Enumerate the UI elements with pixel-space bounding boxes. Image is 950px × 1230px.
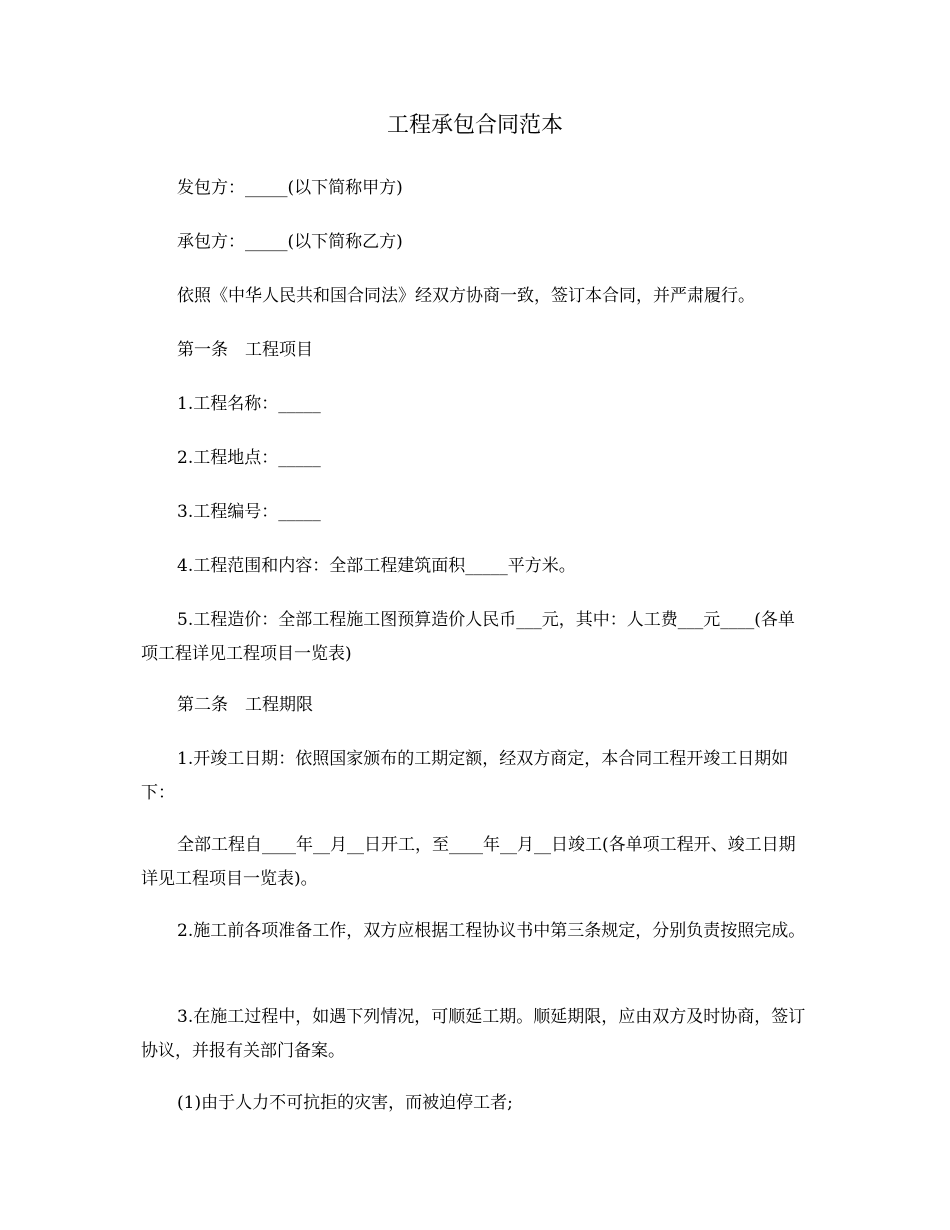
- paragraph-preparation: 2.施工前各项准备工作，双方应根据工程协议书中第三条规定，分别负责按照完成。: [177, 921, 806, 941]
- paragraph-project-number: 3.工程编号：_____: [177, 502, 321, 522]
- paragraph-force-majeure: (1)由于人力不可抗拒的灾害，而被迫停工者;: [177, 1093, 513, 1113]
- paragraph-project-name: 1.工程名称：_____: [177, 394, 321, 414]
- paragraph-extension: 3.在施工过程中，如遇下列情况，可顺延工期。顺延期限，应由双方及时协商，签订协议，并报有关部门备案。: [141, 1007, 806, 1061]
- paragraph-project-location: 2.工程地点：_____: [177, 448, 321, 468]
- paragraph-contractor: 发包方：_____(以下简称甲方): [177, 178, 403, 198]
- document-title: 工程承包合同范本: [386, 113, 563, 138]
- paragraph-schedule: 全部工程自____年__月__日开工，至____年__月__日竣工(各单项工程开、竣工日期详见工程项目一览表)。: [141, 835, 796, 889]
- paragraph-project-scope: 4.工程范围和内容：全部工程建筑面积_____平方米。: [177, 556, 576, 576]
- section-heading-1: 第一条 工程项目: [177, 340, 313, 360]
- section-heading-2: 第二条 工程期限: [177, 695, 313, 715]
- paragraph-start-end-dates: 1.开竣工日期：依照国家颁布的工期定额，经双方商定，本合同工程开竣工日期如下：: [141, 749, 789, 803]
- paragraph-preamble: 依照《中华人民共和国合同法》经双方协商一致，签订本合同，并严肃履行。: [177, 286, 755, 306]
- paragraph-subcontractor: 承包方：_____(以下简称乙方): [177, 232, 403, 252]
- paragraph-project-cost: 5.工程造价：全部工程施工图预算造价人民币___元，其中：人工费___元____(各单项工程详见工程项目一览表): [141, 610, 795, 664]
